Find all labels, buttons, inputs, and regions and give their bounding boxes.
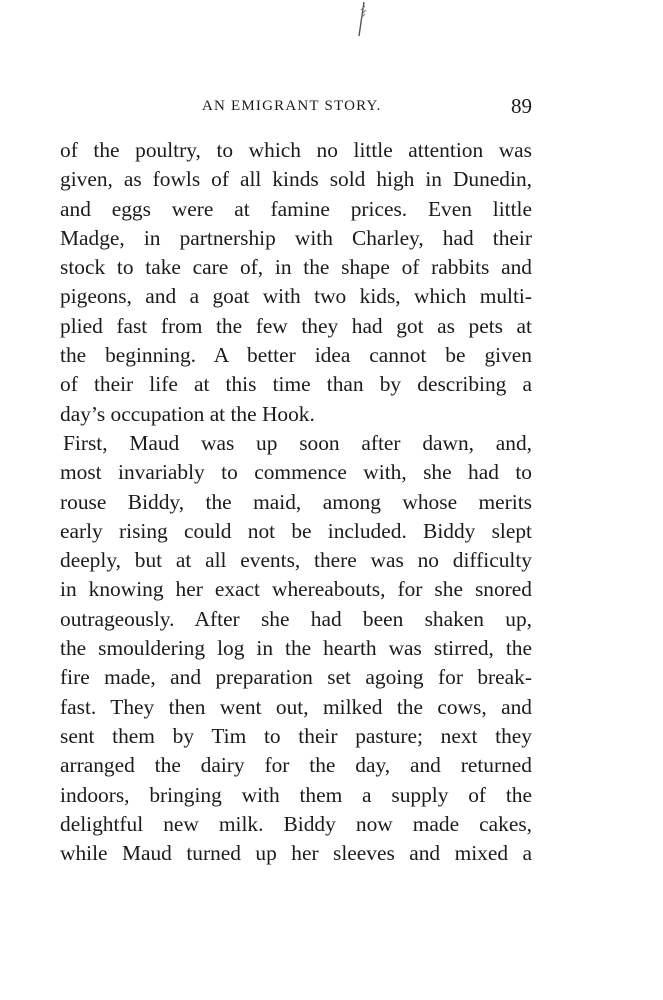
text-line: most invariably to commence with, she had to — [60, 460, 532, 485]
text-line: plied fast from the few they had got as pets at — [60, 313, 532, 338]
text-line: outrageously. After she had been shaken up, — [60, 606, 532, 631]
text-line: of the poultry, to which no little attention was — [60, 138, 532, 162]
text-line: in knowing her exact whereabouts, for she snored — [60, 577, 532, 602]
text-line: Madge, in partnership with Charley, had their — [60, 225, 532, 250]
page-number: 89 — [511, 94, 532, 118]
text-line: fire made, and preparation set agoing for break- — [60, 665, 532, 690]
text-line: arranged the dairy for the day, and returned — [60, 753, 532, 778]
text-line: stock to take care of, in the shape of rabbits and — [60, 255, 532, 280]
body-text — [60, 136, 532, 868]
text-line: day’s occupation at the Hook. — [60, 401, 315, 426]
text-line: First, Maud was up soon after dawn, and, — [63, 430, 532, 455]
pencil-mark — [350, 0, 374, 40]
text-line: the beginning. A better idea cannot be given — [60, 343, 532, 368]
running-title: AN EMIGRANT STORY. — [202, 98, 382, 114]
page-header — [60, 94, 532, 120]
text-line: deeply, but at all events, there was no difficulty — [60, 548, 532, 573]
text-line: of their life at this time than by describing a — [60, 372, 532, 397]
text-line: pigeons, and a goat with two kids, which multi- — [60, 284, 532, 309]
text-line: while Maud turned up her sleeves and mixed a — [60, 841, 532, 866]
text-line: given, as fowls of all kinds sold high in Dunedin, — [60, 167, 532, 192]
text-line: early rising could not be included. Biddy slept — [60, 518, 532, 543]
text-line: fast. They then went out, milked the cows, and — [60, 694, 532, 719]
text-line: rouse Biddy, the maid, among whose merits — [60, 489, 532, 514]
text-line: delightful new milk. Biddy now made cakes, — [60, 811, 532, 836]
text-line: indoors, bringing with them a supply of the — [60, 782, 532, 807]
text-line: the smouldering log in the hearth was stirred, the — [60, 636, 532, 661]
text-line: sent them by Tim to their pasture; next they — [60, 723, 532, 748]
text-line: and eggs were at famine prices. Even little — [60, 196, 532, 221]
